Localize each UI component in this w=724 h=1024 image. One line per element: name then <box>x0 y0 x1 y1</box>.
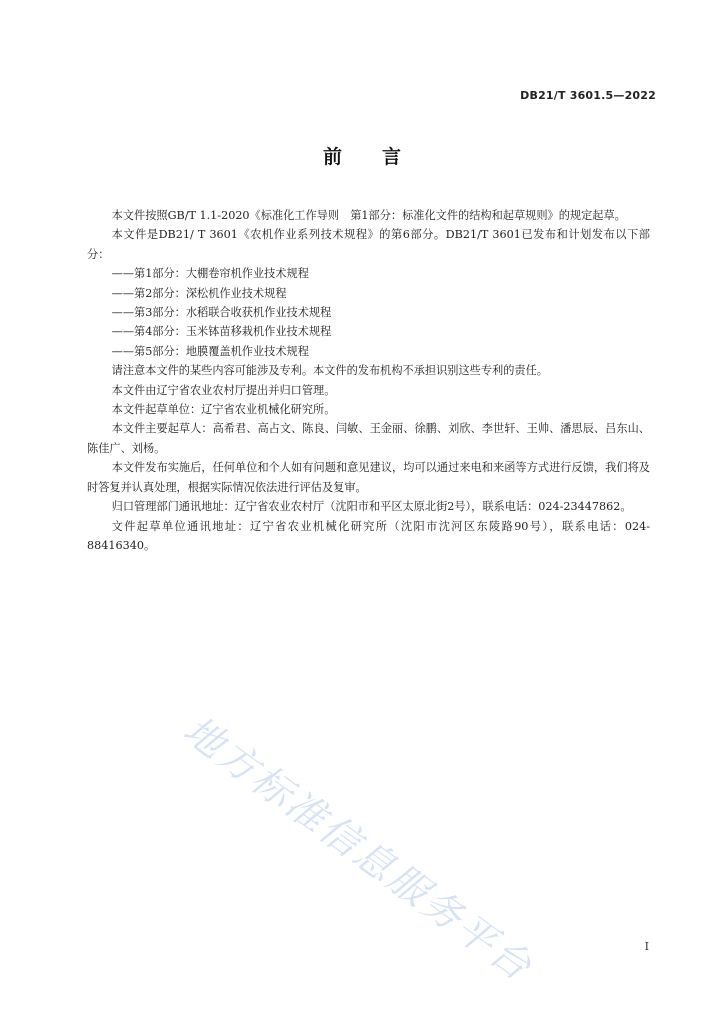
list-item: ——第4部分：玉米钵苗移栽机作业技术规程 <box>111 325 332 339</box>
page-number: I <box>644 940 649 953</box>
paragraph-drafting-rules: 本文件按照GB/T 1.1-2020《标准化工作导则 第1部分：标准化文件的结构和起草规则》的规定起草。 <box>111 209 626 222</box>
paragraph-proposer: 本文件由辽宁省农业农村厅提出并归口管理。 <box>111 383 336 397</box>
list-item: ——第3部分：水稻联合收获机作业技术规程 <box>111 306 332 320</box>
paragraph-drafters: 本文件主要起草人：高希君、高占文、陈良、闫敏、王金丽、徐鹏、刘欣、李世轩、王帅、潘思辰、吕东山、陈佳广、刘杨。 <box>87 422 650 455</box>
page-title: 前言 <box>322 146 441 168</box>
list-item: ——第1部分：大棚卷帘机作业技术规程 <box>111 267 309 281</box>
paragraph-drafting-unit: 本文件起草单位：辽宁省农业机械化研究所。 <box>111 403 336 417</box>
list-item: ——第2部分：深松机作业技术规程 <box>111 286 287 300</box>
paragraph-feedback: 本文件发布实施后，任何单位和个人如有问题和意见建议，均可以通过来电和来函等方式进行反馈，我们将及时答复并认真处理，根据实际情况依法进行评估及复审。 <box>87 461 650 494</box>
document-code: DB21/T 3601.5—2022 <box>520 89 656 102</box>
list-item: ——第5部分：地膜覆盖机作业技术规程 <box>111 344 309 358</box>
paragraph-patent-notice: 请注意本文件的某些内容可能涉及专利。本文件的发布机构不承担识别这些专利的责任。 <box>111 364 548 378</box>
paragraph-series-intro: 本文件是DB21/ T 3601《农机作业系列技术规程》的第6部分。DB21/T 3601已发布和计划发布以下部分： <box>87 228 650 261</box>
watermark: 地方标准信息服务平台 <box>174 707 541 991</box>
paragraph-drafter-address: 文件起草单位通讯地址：辽宁省农业机械化研究所（沈阳市沈河区东陵路90号），联系电话：024-88416340。 <box>87 519 650 552</box>
paragraph-authority-address: 归口管理部门通讯地址：辽宁省农业农村厅（沈阳市和平区太原北街2号），联系电话：024-23447862。 <box>111 500 632 514</box>
document-body <box>87 206 650 555</box>
